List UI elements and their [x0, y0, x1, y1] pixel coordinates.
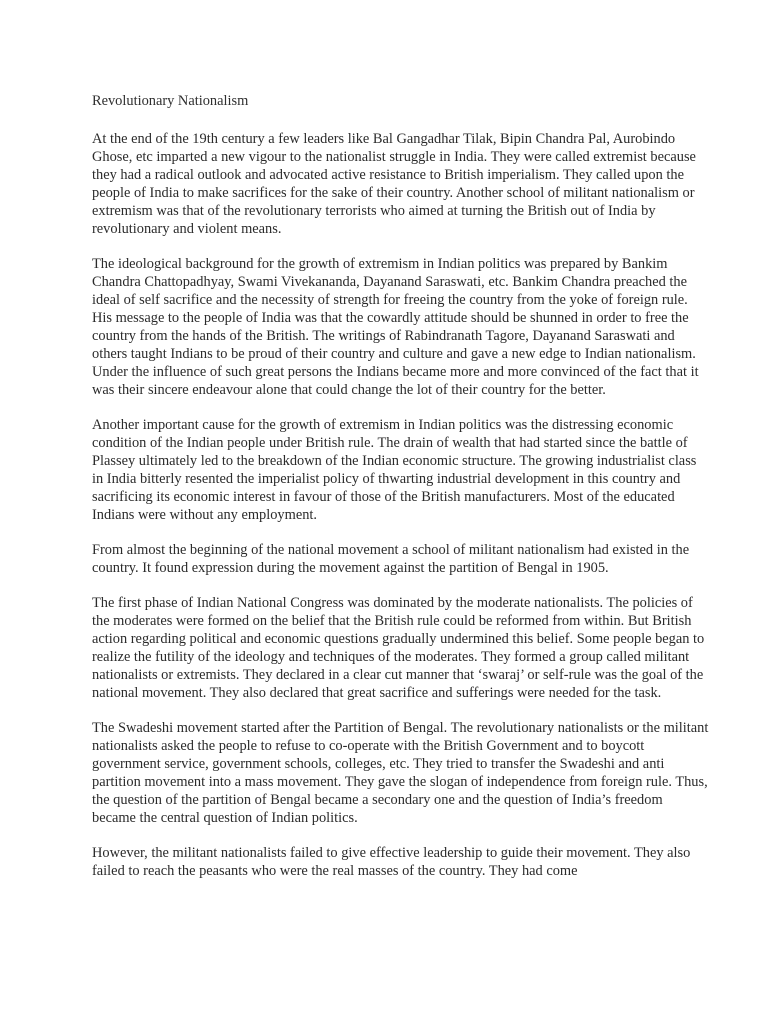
- paragraph-7: However, the militant nationalists failed to give effective leadership to guide their movement. They also failed to reach the peasants who were the real masses of the country. They had come: [92, 845, 691, 879]
- paragraph-4: From almost the beginning of the national movement a school of militant nationalism had existed in the country. It found expression during the movement against the partition of Bengal in 1905.: [92, 542, 690, 576]
- paragraph-6: The Swadeshi movement started after the Partition of Bengal. The revolutionary nationalists or the militant nationalists asked the people to refuse to co-operate with the British Government and to boycott government service, government schools, colleges, etc. They tried to transfer the Swadeshi and anti partition movement into a mass movement. They gave the slogan of independence from foreign rule. Thus, the question of the partition of Bengal became a secondary one and the question of India’s freedom became the central question of Indian politics.: [92, 720, 709, 826]
- paragraph-1: At the end of the 19th century a few leaders like Bal Gangadhar Tilak, Bipin Chandra Pal, Aurobindo Ghose, etc imparted a new vigour to the nationalist struggle in India. They were called extremist because they had a radical outlook and advocated active resistance to British imperialism. They called upon the people of India to make sacrifices for the sake of their country. Another school of militant nationalism or extremism was that of the revolutionary terrorists who aimed at turning the British out of India by revolutionary and violent means.: [92, 131, 696, 237]
- document-title: Revolutionary Nationalism: [92, 93, 249, 109]
- paragraph-3: Another important cause for the growth of extremism in Indian politics was the distressing economic condition of the Indian people under British rule. The drain of wealth that had started since the battle of Plassey ultimately led to the breakdown of the Indian economic structure. The growing industrialist class in India bitterly resented the imperialist policy of thwarting industrial development in this country and sacrificing its economic interest in favour of those of the British manufacturers. Most of the educated Indians were without any employment.: [92, 417, 697, 523]
- paragraph-5: The first phase of Indian National Congress was dominated by the moderate nationalists. The policies of the moderates were formed on the belief that the British rule could be reformed from within. But British action regarding political and economic questions gradually undermined this belief. Some people began to realize the futility of the ideology and techniques of the moderates. They formed a group called militant nationalists or extremists. They declared in a clear cut manner that ‘swaraj’ or self-rule was the goal of the national movement. They also declared that great sacrifice and sufferings were needed for the task.: [92, 595, 705, 701]
- paragraph-2: The ideological background for the growth of extremism in Indian politics was prepared by Bankim Chandra Chattopadhyay, Swami Vivekananda, Dayanand Saraswati, etc. Bankim Chandra preached the ideal of self sacrifice and the necessity of strength for freeing the country from the yoke of foreign rule. His message to the people of India was that the cowardly attitude should be shunned in order to free the country from the hands of the British. The writings of Rabindranath Tagore, Dayanand Saraswati and others taught Indians to be proud of their country and culture and gave a new edge to Indian nationalism. Under the influence of such great persons the Indians became more and more convinced of the fact that it was their sincere endeavour alone that could change the lot of their country for the better.: [92, 256, 699, 398]
